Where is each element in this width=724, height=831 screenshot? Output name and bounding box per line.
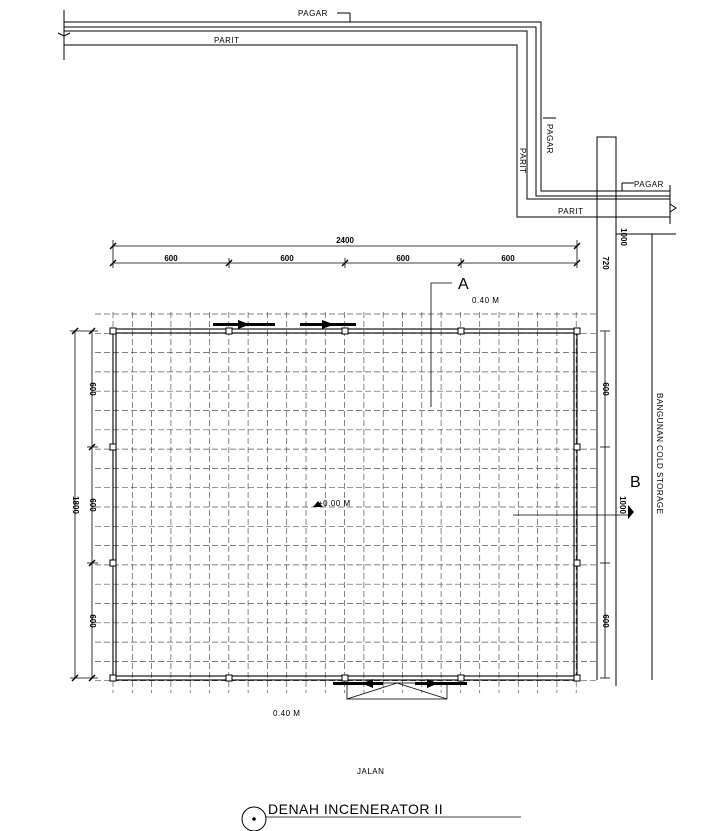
- dimension-ticks: [72, 243, 580, 681]
- column-marker: [458, 328, 464, 334]
- fence-label-vertical: PAGAR: [545, 124, 554, 154]
- column-marker: [458, 675, 464, 681]
- column-marker: [574, 328, 580, 334]
- drain-label-vertical: PARIT: [518, 148, 527, 174]
- dim-total-top: 2400: [336, 236, 354, 245]
- section-a-label: A: [458, 276, 469, 293]
- column-marker: [110, 675, 116, 681]
- column-marker: [110, 444, 116, 450]
- drawing-title: [242, 801, 521, 831]
- dim-right-bay-1: 600: [601, 382, 610, 396]
- level-top-label: 0.40 M: [472, 296, 500, 305]
- drawing-title-text: DENAH INCENERATOR II: [268, 801, 444, 817]
- dim-top-bay-4: 600: [501, 254, 515, 263]
- fence-line-outer: [64, 22, 670, 191]
- column-marker: [110, 560, 116, 566]
- column-marker: [342, 675, 348, 681]
- drain-label-top: PARIT: [214, 36, 240, 45]
- column-marker: [226, 675, 232, 681]
- dim-top-bay-1: 600: [164, 254, 178, 263]
- drain-label-right: PARIT: [558, 207, 584, 216]
- dimension-chains: [70, 240, 610, 678]
- column-marker: [342, 328, 348, 334]
- fence-line-inner: [64, 27, 670, 196]
- cold-storage-label: BANGUNAN COLD STORAGE: [655, 393, 664, 515]
- boundary-lines: [58, 10, 676, 224]
- dim-right-bay-2: 1000: [618, 496, 627, 514]
- column-marker: [574, 444, 580, 450]
- drain-line-outer: [64, 31, 670, 199]
- column-marker: [574, 675, 580, 681]
- dim-left-bay-3: 600: [88, 614, 97, 628]
- road-label: JALAN: [357, 767, 385, 776]
- dim-left-total: 1800: [71, 496, 80, 514]
- column-marker: [574, 560, 580, 566]
- column-marker: [226, 328, 232, 334]
- dim-right-mid: 720: [601, 256, 610, 270]
- column-marker: [110, 328, 116, 334]
- dim-right-upper: 1000: [619, 228, 628, 246]
- section-b-label: B: [630, 474, 641, 491]
- fence-label-top: PAGAR: [298, 9, 328, 18]
- level-bottom-label: 0.40 M: [273, 709, 301, 718]
- level-center-label: +0.00 M: [318, 499, 351, 508]
- dim-top-bay-3: 600: [396, 254, 410, 263]
- dim-left-bay-2: 600: [88, 498, 97, 512]
- dim-top-bay-2: 600: [280, 254, 294, 263]
- section-marks: [431, 283, 634, 519]
- dim-right-bay-3: 600: [601, 614, 610, 628]
- fence-label-right: PAGAR: [634, 180, 664, 189]
- dim-left-bay-1: 600: [88, 382, 97, 396]
